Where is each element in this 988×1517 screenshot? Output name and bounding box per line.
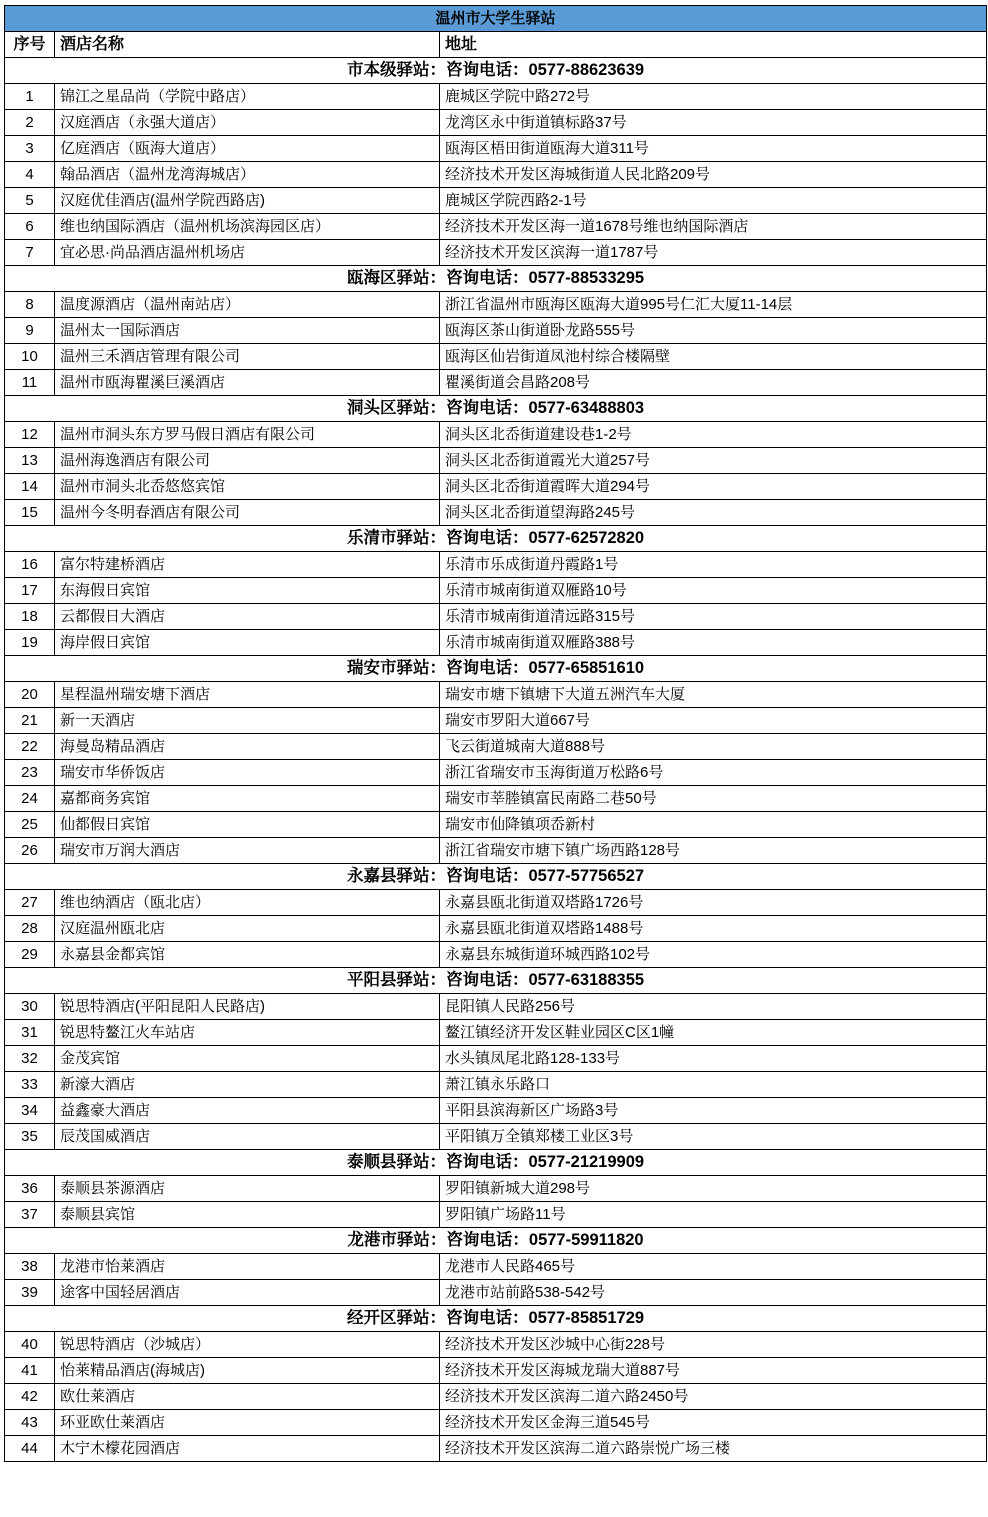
hotel-name-cell: 温度源酒店（温州南站店） bbox=[55, 292, 440, 318]
row-number-cell: 41 bbox=[5, 1358, 55, 1384]
table-row bbox=[5, 1124, 987, 1150]
section-header-row bbox=[5, 864, 987, 890]
table-row bbox=[5, 552, 987, 578]
address-cell: 鳌江镇经济开发区鞋业园区C区1幢 bbox=[440, 1020, 987, 1046]
row-number-cell: 16 bbox=[5, 552, 55, 578]
address-cell: 经济技术开发区海城街道人民北路209号 bbox=[440, 162, 987, 188]
row-number-cell: 17 bbox=[5, 578, 55, 604]
row-number-cell: 10 bbox=[5, 344, 55, 370]
address-cell: 永嘉县瓯北街道双塔路1726号 bbox=[440, 890, 987, 916]
address-cell: 龙港市人民路465号 bbox=[440, 1254, 987, 1280]
hotel-name-cell: 东海假日宾馆 bbox=[55, 578, 440, 604]
section-header-row bbox=[5, 1228, 987, 1254]
hotel-name-cell: 温州市瓯海瞿溪巨溪酒店 bbox=[55, 370, 440, 396]
address-cell: 经济技术开发区沙城中心街228号 bbox=[440, 1332, 987, 1358]
row-number-cell: 25 bbox=[5, 812, 55, 838]
address-cell: 洞头区北岙街道霞晖大道294号 bbox=[440, 474, 987, 500]
hotel-name-cell: 瑞安市万润大酒店 bbox=[55, 838, 440, 864]
address-cell: 经济技术开发区海一道1678号维也纳国际酒店 bbox=[440, 214, 987, 240]
row-number-cell: 5 bbox=[5, 188, 55, 214]
address-cell: 瞿溪街道会昌路208号 bbox=[440, 370, 987, 396]
address-cell: 罗阳镇广场路11号 bbox=[440, 1202, 987, 1228]
hotel-name-cell: 怡莱精品酒店(海城店) bbox=[55, 1358, 440, 1384]
section-header-row bbox=[5, 1306, 987, 1332]
row-number-cell: 31 bbox=[5, 1020, 55, 1046]
student-station-sheet bbox=[4, 5, 986, 1462]
hotel-name-cell: 锦江之星品尚（学院中路店） bbox=[55, 84, 440, 110]
row-number-cell: 27 bbox=[5, 890, 55, 916]
hotel-name-cell: 汉庭温州瓯北店 bbox=[55, 916, 440, 942]
hotel-name-cell: 新一天酒店 bbox=[55, 708, 440, 734]
table-row bbox=[5, 370, 987, 396]
address-cell: 瑞安市罗阳大道667号 bbox=[440, 708, 987, 734]
table-row bbox=[5, 1254, 987, 1280]
hotel-name-cell: 维也纳酒店（瓯北店） bbox=[55, 890, 440, 916]
row-number-cell: 33 bbox=[5, 1072, 55, 1098]
section-header-row bbox=[5, 1150, 987, 1176]
column-header-address: 地址 bbox=[440, 32, 987, 58]
hotel-name-cell: 新濠大酒店 bbox=[55, 1072, 440, 1098]
row-number-cell: 35 bbox=[5, 1124, 55, 1150]
hotel-name-cell: 辰茂国威酒店 bbox=[55, 1124, 440, 1150]
row-number-cell: 4 bbox=[5, 162, 55, 188]
table-row bbox=[5, 942, 987, 968]
row-number-cell: 28 bbox=[5, 916, 55, 942]
hotel-name-cell: 仙都假日宾馆 bbox=[55, 812, 440, 838]
table-row bbox=[5, 1358, 987, 1384]
row-number-cell: 23 bbox=[5, 760, 55, 786]
hotel-name-cell: 欧仕莱酒店 bbox=[55, 1384, 440, 1410]
section-header-row bbox=[5, 396, 987, 422]
row-number-cell: 20 bbox=[5, 682, 55, 708]
address-cell: 水头镇凤尾北路128-133号 bbox=[440, 1046, 987, 1072]
address-cell: 洞头区北岙街道霞光大道257号 bbox=[440, 448, 987, 474]
address-cell: 飞云街道城南大道888号 bbox=[440, 734, 987, 760]
table-row bbox=[5, 1176, 987, 1202]
section-header-label: 平阳县驿站：咨询电话：0577-63188355 bbox=[5, 968, 987, 994]
address-cell: 龙湾区永中街道镇标路37号 bbox=[440, 110, 987, 136]
hotel-name-cell: 温州市洞头东方罗马假日酒店有限公司 bbox=[55, 422, 440, 448]
hotel-name-cell: 亿庭酒店（瓯海大道店） bbox=[55, 136, 440, 162]
table-row bbox=[5, 1072, 987, 1098]
address-cell: 永嘉县瓯北街道双塔路1488号 bbox=[440, 916, 987, 942]
hotel-name-cell: 温州太一国际酒店 bbox=[55, 318, 440, 344]
table-row bbox=[5, 422, 987, 448]
address-cell: 瓯海区茶山街道卧龙路555号 bbox=[440, 318, 987, 344]
hotel-name-cell: 泰顺县茶源酒店 bbox=[55, 1176, 440, 1202]
table-row bbox=[5, 630, 987, 656]
address-cell: 乐清市城南街道清远路315号 bbox=[440, 604, 987, 630]
student-station-table bbox=[4, 5, 987, 1462]
address-cell: 洞头区北岙街道望海路245号 bbox=[440, 500, 987, 526]
hotel-name-cell: 海岸假日宾馆 bbox=[55, 630, 440, 656]
table-row bbox=[5, 214, 987, 240]
table-row bbox=[5, 344, 987, 370]
address-cell: 瑞安市塘下镇塘下大道五洲汽车大厦 bbox=[440, 682, 987, 708]
row-number-cell: 38 bbox=[5, 1254, 55, 1280]
table-row bbox=[5, 188, 987, 214]
row-number-cell: 37 bbox=[5, 1202, 55, 1228]
row-number-cell: 32 bbox=[5, 1046, 55, 1072]
table-row bbox=[5, 474, 987, 500]
table-row bbox=[5, 760, 987, 786]
row-number-cell: 11 bbox=[5, 370, 55, 396]
page-title: 温州市大学生驿站 bbox=[5, 6, 987, 32]
section-header-label: 永嘉县驿站：咨询电话：0577-57756527 bbox=[5, 864, 987, 890]
table-row bbox=[5, 136, 987, 162]
row-number-cell: 9 bbox=[5, 318, 55, 344]
table-row bbox=[5, 162, 987, 188]
row-number-cell: 1 bbox=[5, 84, 55, 110]
row-number-cell: 30 bbox=[5, 994, 55, 1020]
section-header-label: 乐清市驿站：咨询电话：0577-62572820 bbox=[5, 526, 987, 552]
section-header-label: 经开区驿站：咨询电话：0577-85851729 bbox=[5, 1306, 987, 1332]
hotel-name-cell: 龙港市怡莱酒店 bbox=[55, 1254, 440, 1280]
table-row bbox=[5, 786, 987, 812]
address-cell: 浙江省温州市瓯海区瓯海大道995号仁汇大厦11-14层 bbox=[440, 292, 987, 318]
table-row bbox=[5, 84, 987, 110]
row-number-cell: 43 bbox=[5, 1410, 55, 1436]
hotel-name-cell: 益鑫豪大酒店 bbox=[55, 1098, 440, 1124]
hotel-name-cell: 嘉都商务宾馆 bbox=[55, 786, 440, 812]
address-cell: 萧江镇永乐路口 bbox=[440, 1072, 987, 1098]
table-row bbox=[5, 578, 987, 604]
address-cell: 洞头区北岙街道建设巷1-2号 bbox=[440, 422, 987, 448]
address-cell: 永嘉县东城街道环城西路102号 bbox=[440, 942, 987, 968]
address-cell: 平阳镇万全镇郑楼工业区3号 bbox=[440, 1124, 987, 1150]
hotel-name-cell: 汉庭酒店（永强大道店） bbox=[55, 110, 440, 136]
section-header-label: 瑞安市驿站：咨询电话：0577-65851610 bbox=[5, 656, 987, 682]
hotel-name-cell: 海曼岛精品酒店 bbox=[55, 734, 440, 760]
row-number-cell: 12 bbox=[5, 422, 55, 448]
hotel-name-cell: 云都假日大酒店 bbox=[55, 604, 440, 630]
row-number-cell: 40 bbox=[5, 1332, 55, 1358]
table-row bbox=[5, 500, 987, 526]
table-row bbox=[5, 1436, 987, 1462]
address-cell: 瑞安市仙降镇项岙新村 bbox=[440, 812, 987, 838]
column-header-row bbox=[5, 32, 987, 58]
table-row bbox=[5, 1020, 987, 1046]
section-header-label: 洞头区驿站：咨询电话：0577-63488803 bbox=[5, 396, 987, 422]
address-cell: 乐清市乐成街道丹霞路1号 bbox=[440, 552, 987, 578]
section-header-row bbox=[5, 266, 987, 292]
address-cell: 经济技术开发区海城龙瑞大道887号 bbox=[440, 1358, 987, 1384]
hotel-name-cell: 永嘉县金都宾馆 bbox=[55, 942, 440, 968]
row-number-cell: 19 bbox=[5, 630, 55, 656]
table-row bbox=[5, 734, 987, 760]
hotel-name-cell: 翰品酒店（温州龙湾海城店） bbox=[55, 162, 440, 188]
hotel-name-cell: 温州市洞头北岙悠悠宾馆 bbox=[55, 474, 440, 500]
section-header-label: 泰顺县驿站：咨询电话：0577-21219909 bbox=[5, 1150, 987, 1176]
table-row bbox=[5, 682, 987, 708]
row-number-cell: 26 bbox=[5, 838, 55, 864]
hotel-name-cell: 瑞安市华侨饭店 bbox=[55, 760, 440, 786]
row-number-cell: 42 bbox=[5, 1384, 55, 1410]
table-row bbox=[5, 1046, 987, 1072]
table-row bbox=[5, 1202, 987, 1228]
table-row bbox=[5, 1332, 987, 1358]
hotel-name-cell: 维也纳国际酒店（温州机场滨海园区店） bbox=[55, 214, 440, 240]
row-number-cell: 14 bbox=[5, 474, 55, 500]
table-row bbox=[5, 318, 987, 344]
address-cell: 瑞安市莘塍镇富民南路二巷50号 bbox=[440, 786, 987, 812]
hotel-name-cell: 星程温州瑞安塘下酒店 bbox=[55, 682, 440, 708]
section-header-label: 瓯海区驿站：咨询电话：0577-88533295 bbox=[5, 266, 987, 292]
row-number-cell: 29 bbox=[5, 942, 55, 968]
section-header-row bbox=[5, 58, 987, 84]
hotel-name-cell: 途客中国轻居酒店 bbox=[55, 1280, 440, 1306]
address-cell: 罗阳镇新城大道298号 bbox=[440, 1176, 987, 1202]
row-number-cell: 8 bbox=[5, 292, 55, 318]
hotel-name-cell: 木宁木檬花园酒店 bbox=[55, 1436, 440, 1462]
table-row bbox=[5, 240, 987, 266]
hotel-name-cell: 锐思特酒店(平阳昆阳人民路店) bbox=[55, 994, 440, 1020]
row-number-cell: 22 bbox=[5, 734, 55, 760]
table-row bbox=[5, 1098, 987, 1124]
hotel-name-cell: 环亚欧仕莱酒店 bbox=[55, 1410, 440, 1436]
address-cell: 瓯海区仙岩街道凤池村综合楼隔壁 bbox=[440, 344, 987, 370]
address-cell: 平阳县滨海新区广场路3号 bbox=[440, 1098, 987, 1124]
column-header-no: 序号 bbox=[5, 32, 55, 58]
table-row bbox=[5, 890, 987, 916]
row-number-cell: 13 bbox=[5, 448, 55, 474]
address-cell: 乐清市城南街道双雁路388号 bbox=[440, 630, 987, 656]
hotel-name-cell: 泰顺县宾馆 bbox=[55, 1202, 440, 1228]
address-cell: 经济技术开发区滨海二道六路2450号 bbox=[440, 1384, 987, 1410]
section-header-row bbox=[5, 656, 987, 682]
table-row bbox=[5, 448, 987, 474]
table-row bbox=[5, 994, 987, 1020]
row-number-cell: 44 bbox=[5, 1436, 55, 1462]
hotel-name-cell: 金茂宾馆 bbox=[55, 1046, 440, 1072]
table-row bbox=[5, 916, 987, 942]
table-row bbox=[5, 110, 987, 136]
row-number-cell: 34 bbox=[5, 1098, 55, 1124]
row-number-cell: 39 bbox=[5, 1280, 55, 1306]
table-row bbox=[5, 1410, 987, 1436]
table-row bbox=[5, 838, 987, 864]
row-number-cell: 36 bbox=[5, 1176, 55, 1202]
section-header-label: 市本级驿站：咨询电话：0577-88623639 bbox=[5, 58, 987, 84]
row-number-cell: 6 bbox=[5, 214, 55, 240]
section-header-row bbox=[5, 526, 987, 552]
hotel-name-cell: 锐思特鳌江火车站店 bbox=[55, 1020, 440, 1046]
address-cell: 鹿城区学院西路2-1号 bbox=[440, 188, 987, 214]
row-number-cell: 7 bbox=[5, 240, 55, 266]
row-number-cell: 15 bbox=[5, 500, 55, 526]
address-cell: 经济技术开发区金海三道545号 bbox=[440, 1410, 987, 1436]
address-cell: 浙江省瑞安市塘下镇广场西路128号 bbox=[440, 838, 987, 864]
row-number-cell: 24 bbox=[5, 786, 55, 812]
table-row bbox=[5, 1384, 987, 1410]
address-cell: 经济技术开发区滨海一道1787号 bbox=[440, 240, 987, 266]
row-number-cell: 2 bbox=[5, 110, 55, 136]
hotel-name-cell: 锐思特酒店（沙城店） bbox=[55, 1332, 440, 1358]
hotel-name-cell: 温州海逸酒店有限公司 bbox=[55, 448, 440, 474]
row-number-cell: 18 bbox=[5, 604, 55, 630]
row-number-cell: 3 bbox=[5, 136, 55, 162]
hotel-name-cell: 宜必思·尚品酒店温州机场店 bbox=[55, 240, 440, 266]
address-cell: 瓯海区梧田街道瓯海大道311号 bbox=[440, 136, 987, 162]
address-cell: 经济技术开发区滨海二道六路崇悦广场三楼 bbox=[440, 1436, 987, 1462]
table-row bbox=[5, 812, 987, 838]
address-cell: 昆阳镇人民路256号 bbox=[440, 994, 987, 1020]
address-cell: 乐清市城南街道双雁路10号 bbox=[440, 578, 987, 604]
address-cell: 龙港市站前路538-542号 bbox=[440, 1280, 987, 1306]
hotel-name-cell: 温州三禾酒店管理有限公司 bbox=[55, 344, 440, 370]
address-cell: 鹿城区学院中路272号 bbox=[440, 84, 987, 110]
hotel-name-cell: 富尔特建桥酒店 bbox=[55, 552, 440, 578]
table-row bbox=[5, 292, 987, 318]
section-header-row bbox=[5, 968, 987, 994]
hotel-name-cell: 温州今冬明春酒店有限公司 bbox=[55, 500, 440, 526]
row-number-cell: 21 bbox=[5, 708, 55, 734]
section-header-label: 龙港市驿站：咨询电话：0577-59911820 bbox=[5, 1228, 987, 1254]
table-row bbox=[5, 708, 987, 734]
table-row bbox=[5, 1280, 987, 1306]
column-header-hotel-name: 酒店名称 bbox=[55, 32, 440, 58]
address-cell: 浙江省瑞安市玉海街道万松路6号 bbox=[440, 760, 987, 786]
title-row bbox=[5, 6, 987, 32]
hotel-name-cell: 汉庭优佳酒店(温州学院西路店) bbox=[55, 188, 440, 214]
table-row bbox=[5, 604, 987, 630]
